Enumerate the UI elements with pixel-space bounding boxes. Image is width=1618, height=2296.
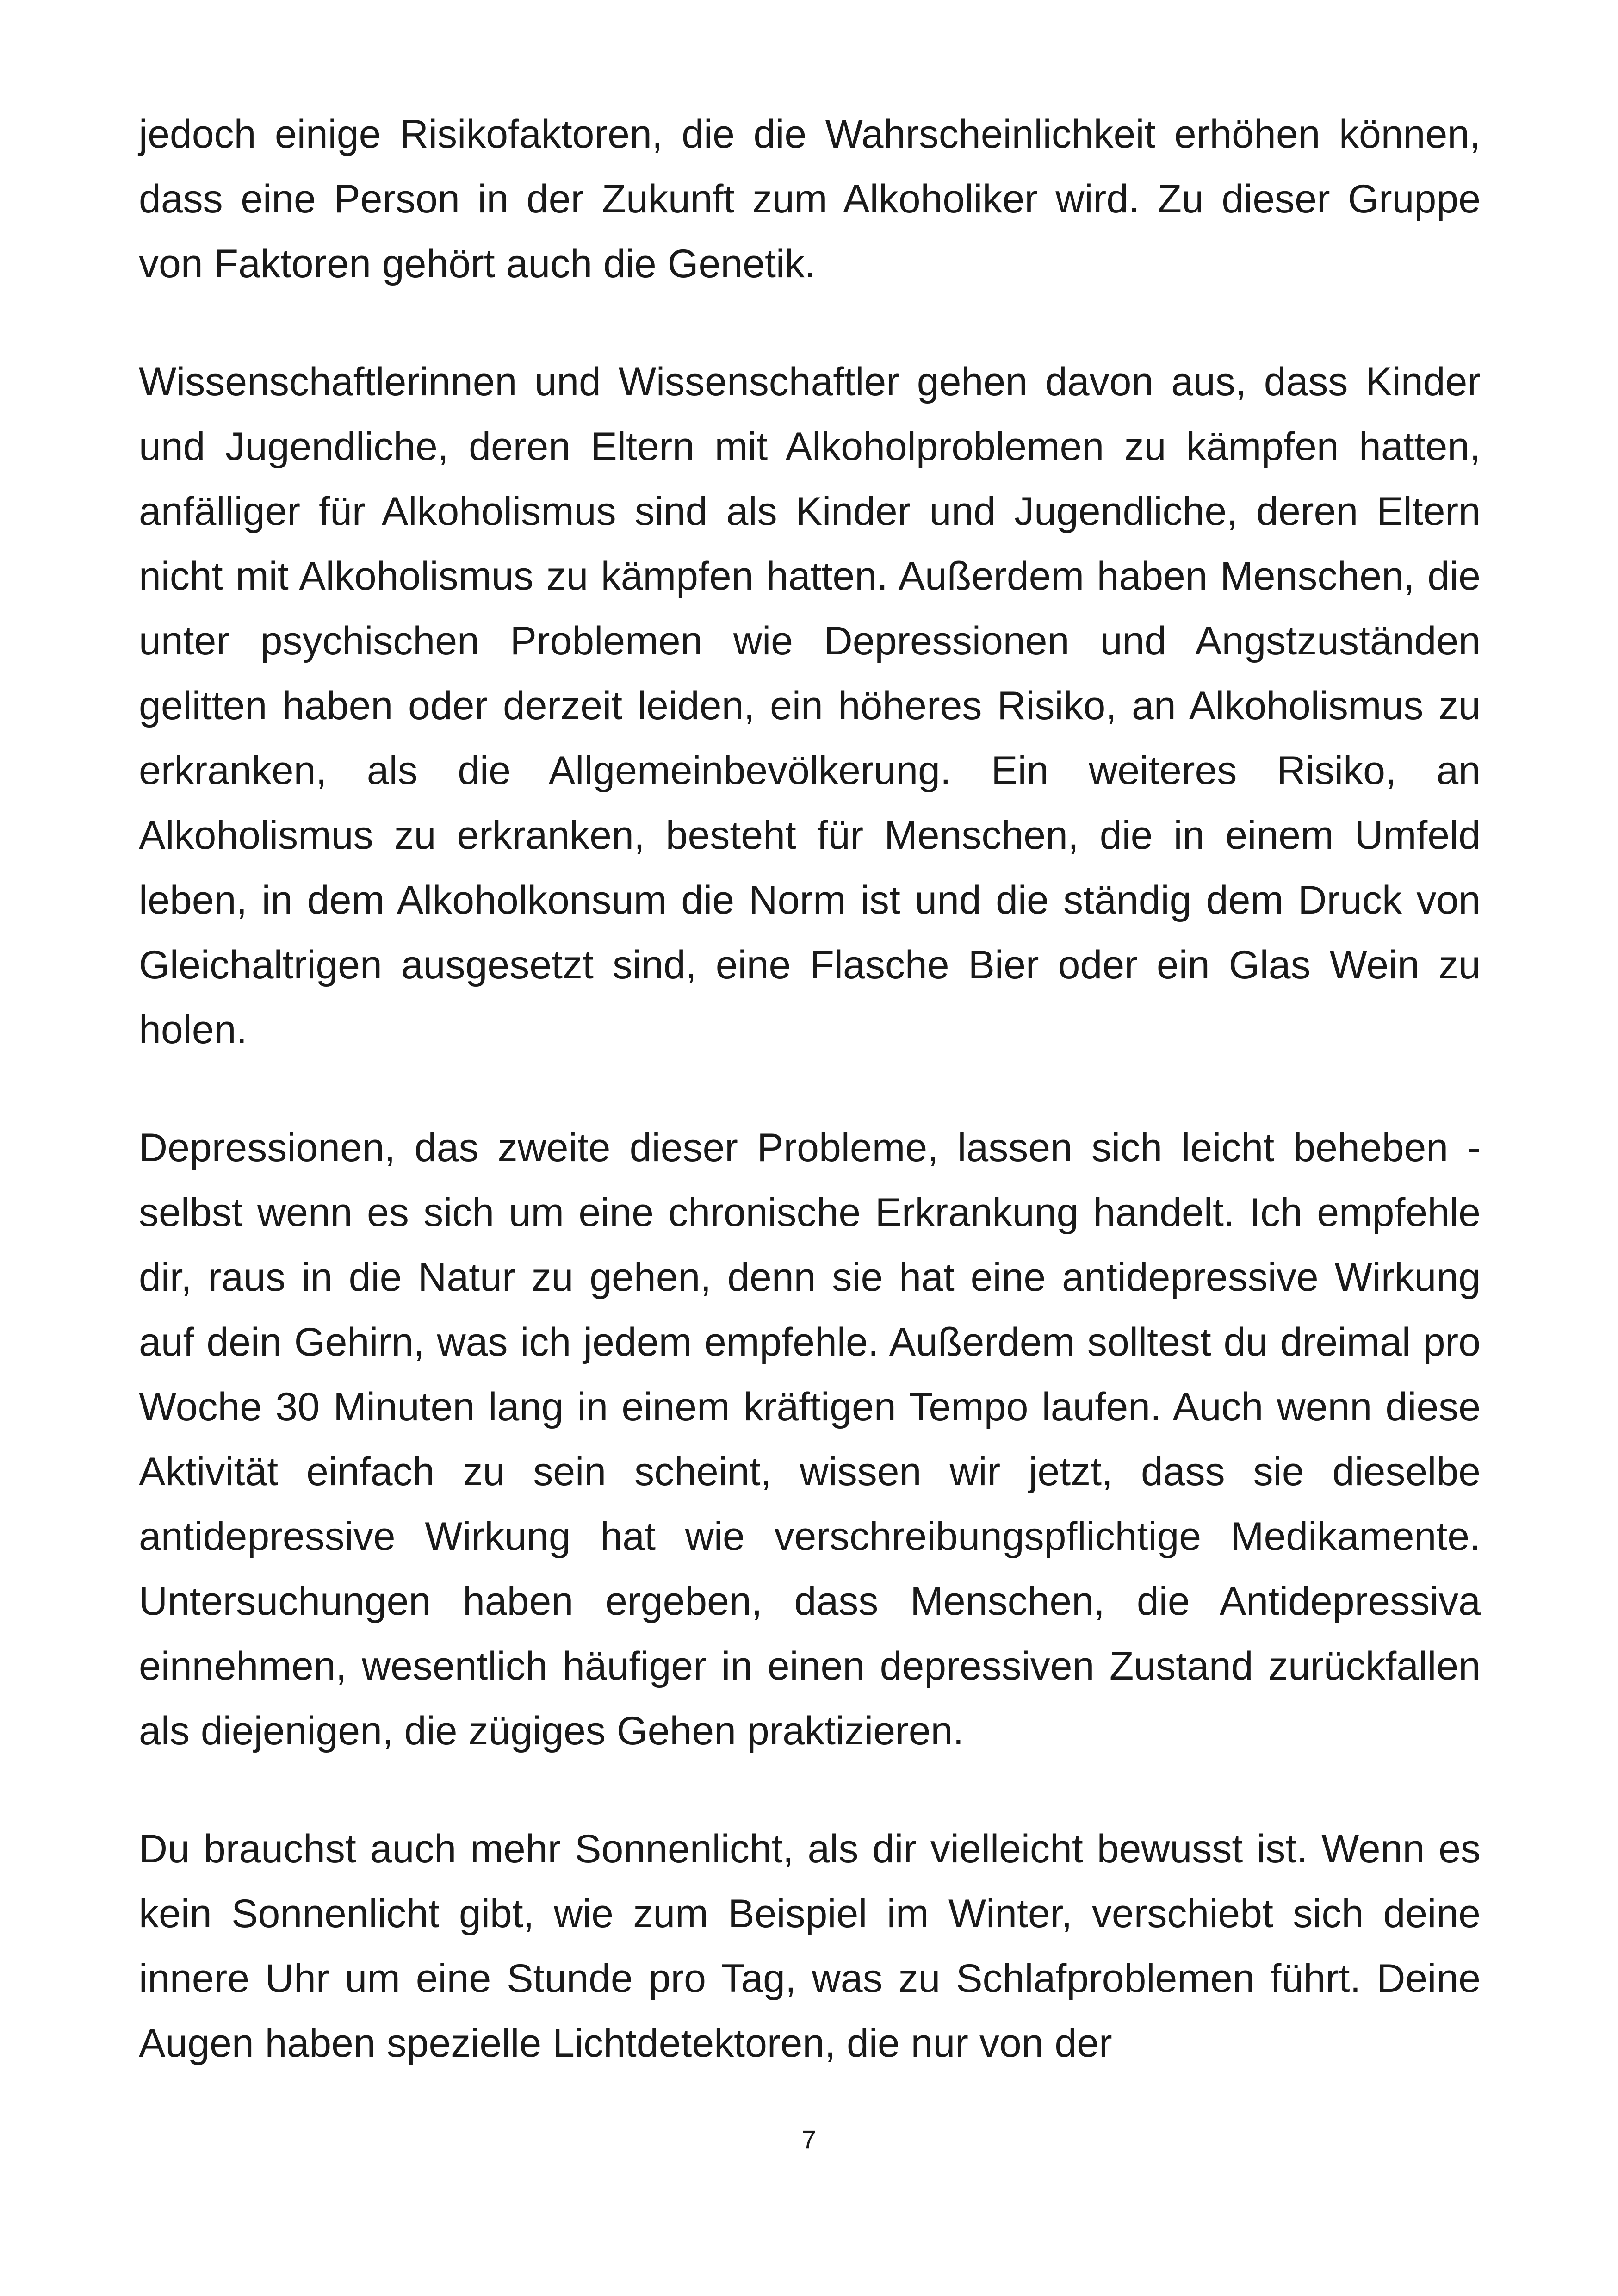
paragraph: Wissenschaftlerinnen und Wissenschaftler gehen davon aus, dass Kinder und Jugendliche, deren Eltern mit Alkoholproblemen zu kämpfen hatten, anfälliger für Alkoholismus sind als Kinder und Jugendliche, deren Eltern nicht mit Alkoholismus zu kämpfen hatten. Außerdem haben Menschen, die unter psychischen Problemen wie Depressionen und Angstzuständen gelitten haben oder derzeit leiden, ein höheres Risiko, an Alkoholismus zu erkranken, als die Allgemeinbevölkerung. Ein weiteres Risiko, an Alkoholismus zu erkranken, besteht für Menschen, die in einem Umfeld leben, in dem Alkoholkonsum die Norm ist und die ständig dem Druck von Gleichaltrigen ausgesetzt sind, eine Flasche Bier oder ein Glas Wein zu holen. xyxy=(139,360,1481,1052)
paragraph: Depressionen, das zweite dieser Probleme, lassen sich leicht beheben - selbst wenn es sich um eine chronische Erkrankung handelt. Ich empfehle dir, raus in die Natur zu gehen, denn sie hat eine antidepressive Wirkung auf dein Gehirn, was ich jedem empfehle. Außerdem solltest du dreimal pro Woche 30 Minuten lang in einem kräftigen Tempo laufen. Auch wenn diese Aktivität einfach zu sein scheint, wissen wir jetzt, dass sie dieselbe antidepressive Wirkung hat wie verschreibungspflichtige Medikamente. Untersuchungen haben ergeben, dass Menschen, die Antidepressiva einnehmen, wesentlich häufiger in einen depressiven Zustand zurückfallen als diejenigen, die zügiges Gehen praktizieren. xyxy=(139,1126,1481,1753)
paragraph: jedoch einige Risikofaktoren, die die Wahrscheinlichkeit erhöhen können, dass eine Person in der Zukunft zum Alkoholiker wird. Zu dieser Gruppe von Faktoren gehört auch die Genetik. xyxy=(139,112,1481,286)
body-text xyxy=(139,102,1481,2076)
page-number: 7 xyxy=(801,2125,817,2154)
paragraph: Du brauchst auch mehr Sonnenlicht, als dir vielleicht bewusst ist. Wenn es kein Sonnenlicht gibt, wie zum Beispiel im Winter, verschiebt sich deine innere Uhr um eine Stunde pro Tag, was zu Schlafproblemen führt. Deine Augen haben spezielle Lichtdetektoren, die nur von der xyxy=(139,1827,1481,2066)
